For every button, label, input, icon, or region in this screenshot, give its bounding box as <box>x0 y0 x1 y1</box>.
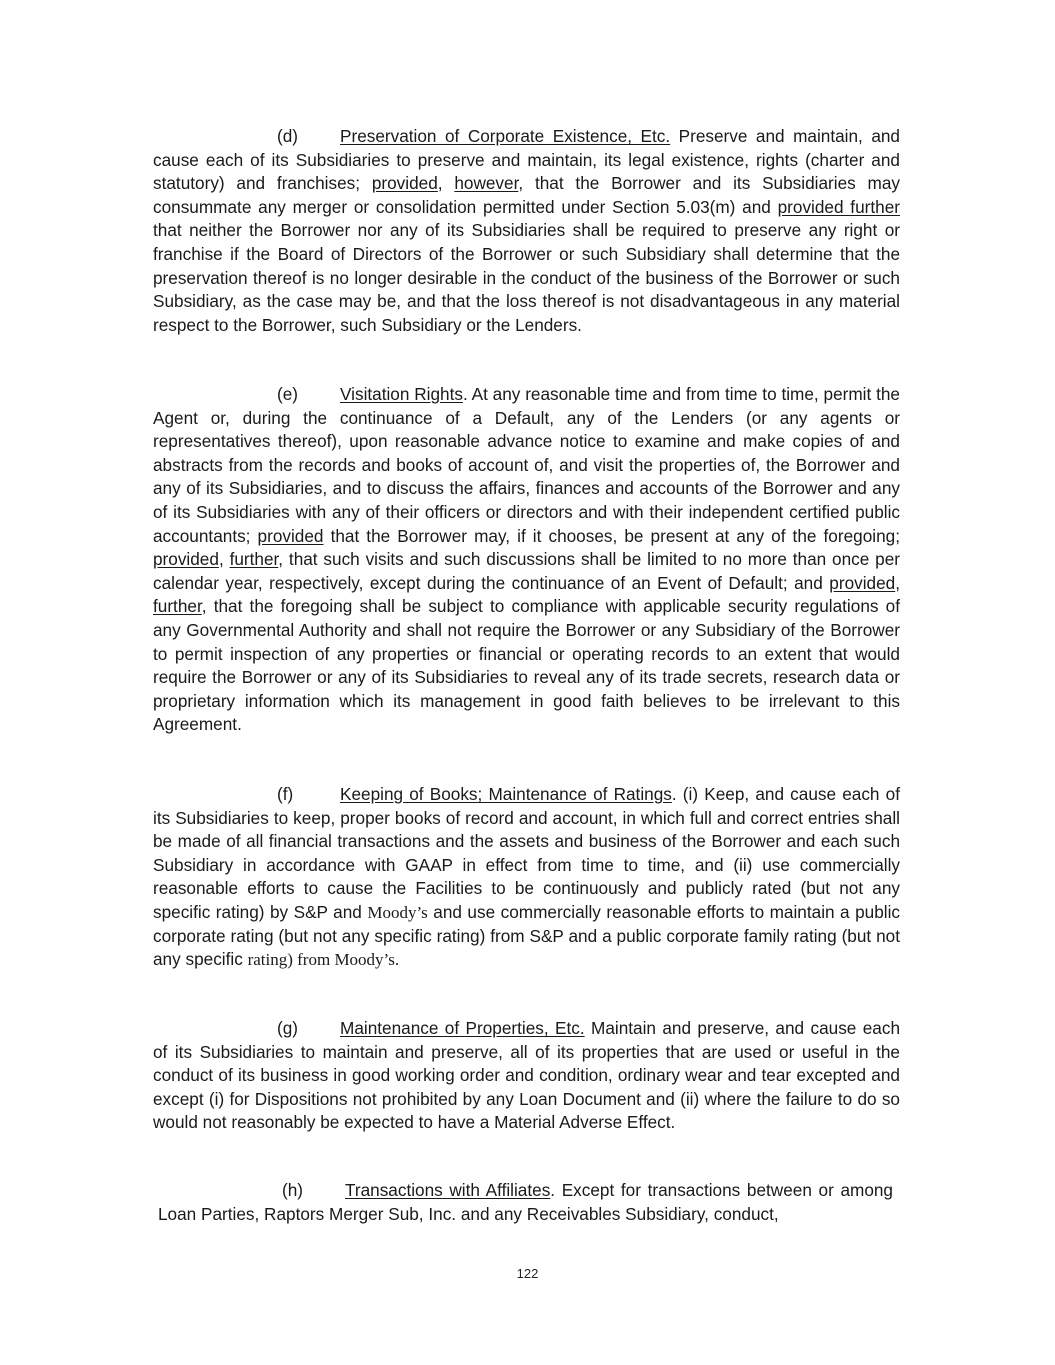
paragraph-d-heading: Preservation of Corporate Existence, Etc. <box>340 126 671 146</box>
paragraph-h-number: (h) <box>282 1180 304 1200</box>
paragraph-d-number: (d) <box>277 126 299 146</box>
provided-further-term: provided further <box>777 196 900 217</box>
paragraph-f-heading: Keeping of Books; Maintenance of Ratings <box>340 784 672 804</box>
page-number: 122 <box>516 1266 539 1281</box>
paragraph-e-heading: Visitation Rights <box>340 384 463 404</box>
provided-term: provided <box>257 525 324 546</box>
provided-term: provided <box>371 173 438 194</box>
further-term: further <box>153 596 202 617</box>
provided-term: provided <box>153 549 219 570</box>
provided-term: provided <box>829 572 896 593</box>
paragraph-f-number: (f) <box>277 784 294 804</box>
paragraph-d: (d) Preservation of Corporate Existence, Etc. Preserve and maintain, and cause each of its Subsidiaries to preserve and maintain, its legal existence, rights (charter and statutory) and franchises; provided, however, that the Borrower and its Subsidiaries may consummate any merger or consolidation permitted under Section 5.03(m) and provided further that neither the Borrower nor any of its Subsidiaries shall be required to preserve any right or franchise if the Board of Directors of the Borrower or such Subsidiary shall determine that the preservation thereof is no longer desirable in the conduct of the business of the Borrower or such Subsidiary, as the case may be, and that the loss thereof is not disadvantageous in any material respect to the Borrower, such Subsidiary or the Lenders. <box>153 126 900 335</box>
paragraph-g-heading: Maintenance of Properties, Etc. <box>340 1018 585 1038</box>
paragraph-f: (f) Keeping of Books; Maintenance of Ratings. (i) Keep, and cause each of its Subsidiaries to keep, proper books of record and account, in which full and correct entries shall be made of all financial transactions and the assets and business of the Borrower and each such Subsidiary in accordance with GAAP in effect from time to time, and (ii) use commercially reasonable efforts to cause the Facilities to be continuously and publicly rated (but not any specific rating) by S&P and Moody’s and use commercially reasonable efforts to maintain a public corporate rating (but not any specific rating) from S&P and a public corporate family rating (but not any specific rating) from Moody’s. <box>153 784 900 970</box>
paragraph-e-number: (e) <box>277 384 299 404</box>
however-term: however <box>454 173 519 194</box>
paragraph-g-number: (g) <box>277 1018 299 1038</box>
paragraph-h: (h) Transactions with Affiliates. Except for transactions between or among Loan Parties, Raptors Merger Sub, Inc. and any Receivables Subsidiary, conduct, <box>158 1180 893 1224</box>
further-term: further <box>229 549 279 570</box>
paragraph-g: (g) Maintenance of Properties, Etc. Maintain and preserve, and cause each of its Subsidiaries to maintain and preserve, all of its properties that are used or useful in the conduct of its business in good working order and condition, ordinary wear and tear excepted and except (i) for Dispositions not prohibited by any Loan Document and (ii) where the failure to do so would not reasonably be expected to have a Material Adverse Effect. <box>153 1018 901 1133</box>
paragraph-e: (e) Visitation Rights. At any reasonable time and from time to time, permit the Agent or, during the continuance of a Default, any of the Lenders (or any agents or representatives thereof), upon reasonable advance notice to examine and make copies of and abstracts from the records and books of account of, and visit the properties of, the Borrower and any of its Subsidiaries, and to discuss the affairs, finances and accounts of the Borrower and any of its Subsidiaries with any of their officers or directors and with their independent certified public accountants; provided that the Borrower may, if it chooses, be present at any of the foregoing; provided, further, that such visits and such discussions shall be limited to no more than once per calendar year, respectively, except during the continuance of an Event of Default; and provided, further, that the foregoing shall be subject to compliance with applicable security regulations of any Governmental Authority and shall not require the Borrower or any Subsidiary of the Borrower to permit inspection of any properties or financial or operating records to an extent that would require the Borrower or any of its Subsidiaries to reveal any of its trade secrets, research data or proprietary information which its management in good faith believes to be irrelevant to this Agreement. <box>153 384 900 735</box>
paragraph-h-heading: Transactions with Affiliates <box>345 1180 551 1200</box>
